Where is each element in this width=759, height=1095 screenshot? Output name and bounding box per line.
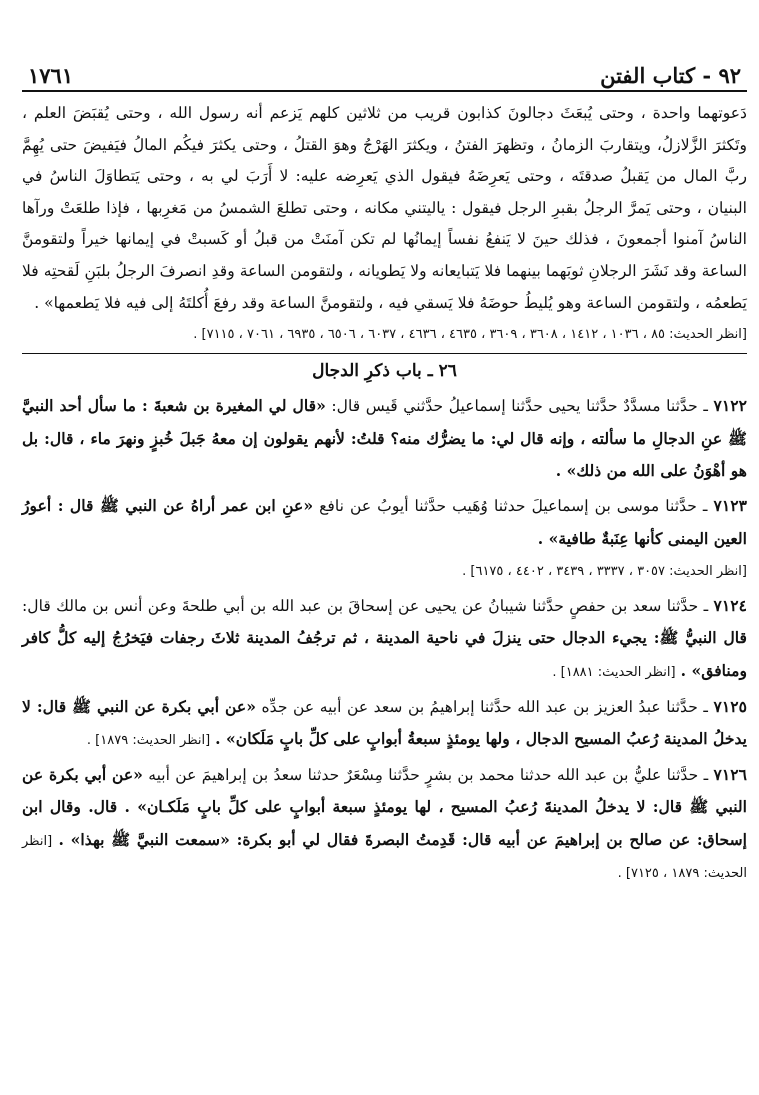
hadith-7124 bbox=[22, 590, 747, 689]
hadith-7122 bbox=[22, 390, 747, 488]
prev-hadith-paragraph bbox=[22, 98, 747, 320]
hadith-reference: [انظر الحديث: ٣٠٥٧ ، ٣٣٣٧ ، ٣٤٣٩ ، ٤٤٠٢ ، ٦١٧٥] . bbox=[462, 564, 747, 580]
hadith-7126 bbox=[22, 759, 747, 890]
hadith-text: «قال لي المغيرة بن شعبةَ : ما سأل أحد النبيَّ ﷺ عنِ الدجالِ ما سألته ، وإنه قال لي: ما يضرُّك منه؟ قلتُ: لأنهم يقولون إن معهُ جَبلَ خُبزٍ ونهرَ ماء ، قال: بل هو أهْوَنُ على الله من ذلك» . bbox=[22, 396, 747, 481]
hadith-7123-ref-line bbox=[22, 555, 747, 588]
book-page bbox=[22, 58, 747, 890]
hadith-chain: ـ حدَّثنا سعد بن حفصٍ حدَّثنا شيبانُ عن يحيى عن إسحاقَ بن عبد الله بن أبي طلحةَ وعن أنس بن مالك قال: bbox=[22, 596, 709, 615]
hadith-text: قال النبيُّ ﷺ: يجيء الدجال حتى ينزلَ في ناحية المدينة ، ثم ترجُفُ المدينة ثلاثَ رجفات فيَخرُجُ إليه كلُّ كافر ومنافق» . bbox=[22, 628, 747, 680]
hadith-number: ٧١٢٢ bbox=[713, 396, 747, 416]
page-header bbox=[22, 58, 747, 92]
page-number: ١٧٦١ bbox=[28, 63, 74, 88]
hadith-chain: ـ حدَّثنا عليُّ بن عبد الله حدثنا محمد بن بشرٍ حدَّثنا مِسْعَرٌ حدثنا سعدُ بن إبراهيمَ عن أبيه bbox=[142, 765, 709, 784]
hadith-reference: [انظر الحديث: ١٨٨١] . bbox=[552, 664, 676, 680]
running-title: ٩٢ - كتاب الفتن bbox=[600, 63, 741, 88]
hadith-text: «عنِ ابن عمر أراهُ عن النبي ﷺ قال : أعورُ العين اليمنى كأنها عِنَبةٌ طافية» . bbox=[22, 495, 747, 548]
page-body bbox=[22, 98, 747, 890]
hadith-7123 bbox=[22, 490, 747, 555]
hadith-text: «عن أبي بكرة عن النبي ﷺ قال: لا يدخلُ المدينة رُعبُ المسيح الدجال ، ولها يومئذٍ سبعةُ أبوابٍ على كلِّ بابٍ مَلَكان» . bbox=[22, 696, 747, 749]
hadith-reference: [انظر الحديث: ١٨٧٩ ، ٧١٢٥] . bbox=[22, 833, 747, 882]
chapter-title: ٢٦ ـ باب ذكرِ الدجال bbox=[312, 361, 457, 382]
prev-hadith-reference-line bbox=[22, 320, 747, 350]
hadith-number: ٧١٢٥ bbox=[713, 696, 747, 716]
hadith-chain: ـ حدَّثنا مسدَّدٌ حدَّثنا يحيى حدَّثنا إسماعيلُ حدَّثني قَيس قال: bbox=[325, 397, 708, 416]
hadith-reference: [انظر الحديث: ١٨٧٩] . bbox=[86, 733, 211, 749]
prev-hadith-reference: [انظر الحديث: ٨٥ ، ١٠٣٦ ، ١٤١٢ ، ٣٦٠٨ ، ٣٦٠٩ ، ٤٦٣٥ ، ٤٦٣٦ ، ٦٠٣٧ ، ٦٥٠٦ ، ٦٩٣٥ ، ٧٠٦١ ، ٧١١٥] . bbox=[193, 327, 747, 343]
hadith-chain: ـ حدَّثنا موسى بن إسماعيلَ حدثنا وُهَيب حدَّثنا أيوبُ عن نافع bbox=[313, 496, 708, 515]
hadith-number: ٧١٢٣ bbox=[713, 495, 747, 515]
hadith-text: «عن أبي بكرة عن النبي ﷺ قال: لا يدخلُ المدينةَ رُعبُ المسيح ، لها يومئذٍ سبعة أبوابٍ على كلِّ بابٍ مَلَكـان» . قال. وقال ابن إسحاق: عن صالح بن إبراهيمَ عن أبيه قال: قَدِمتُ البصرةَ فقال لي أبو بكرة: «سمعت النبيَّ ﷺ بهذا» . bbox=[22, 764, 747, 849]
hadith-chain: ـ حدَّثنا عبدُ العزيز بن عبد الله حدَّثنا إبراهيمُ بن سعد عن أبيه عن جدِّه bbox=[255, 697, 708, 716]
hadith-7125 bbox=[22, 691, 747, 757]
hadith-number: ٧١٢٦ bbox=[713, 764, 747, 784]
hadith-number: ٧١٢٤ bbox=[713, 595, 747, 615]
prev-hadith-text: دَعوتهما واحدة ، وحتى يُبعَثَ دجالونَ كذابون قريب من ثلاثين كلهم يَزعم أنه رسول الله ، وحتى يُقبَضَ العلم ، وتَكثرَ الزَّلازلُ، ويتقاربَ الزمانُ ، وتظهرَ الفتنُ ، ويكثرَ الهَرْجُ وهوَ القتلُ ، وحتى يكثرَ فيكُم المالُ فيَفيضَ حتى يُهِمَّ ربَّ المال من يَقبلُ صدقتَه ، وحتى يَعرِضَهُ فيقول الذي يَعرِضه عليه: لا أَرَبَ لي به ، وحتى يَتطاوَلَ الناسُ في البنيان ، وحتى يَمرَّ الرجلُ بقبرِ الرجل فيقول : ياليتني مكانه ، وحتى تطلعَ الشمسُ من مَغرِبها ، فإذا طلعَتْ ورآها الناسُ آمنوا أجمعونَ ، فذلك حينَ لا يَنفعُ نفساً إيمانُها لم تكن آمنَتْ من قبلُ أو كَسبتْ في إيمانها خيراً ولتقومنَّ الساعة وقد نَشَرَ الرجلانِ ثوبَهما بينهما فلا يَتبايعانه ولا يَطويانه ، ولتقومن الساعة وقدِ انصرفَ الرجلُ بلبَنِ لَقحتِه فلا يَطعمُه ، ولتقومن الساعة وهو يُليطُ حوضَهُ فلا يَسقي فيه ، ولتقومنَّ الساعة وقد رفعَ أُكلتَهُ إلى فيه فلا يَطعمها» . bbox=[22, 104, 748, 312]
